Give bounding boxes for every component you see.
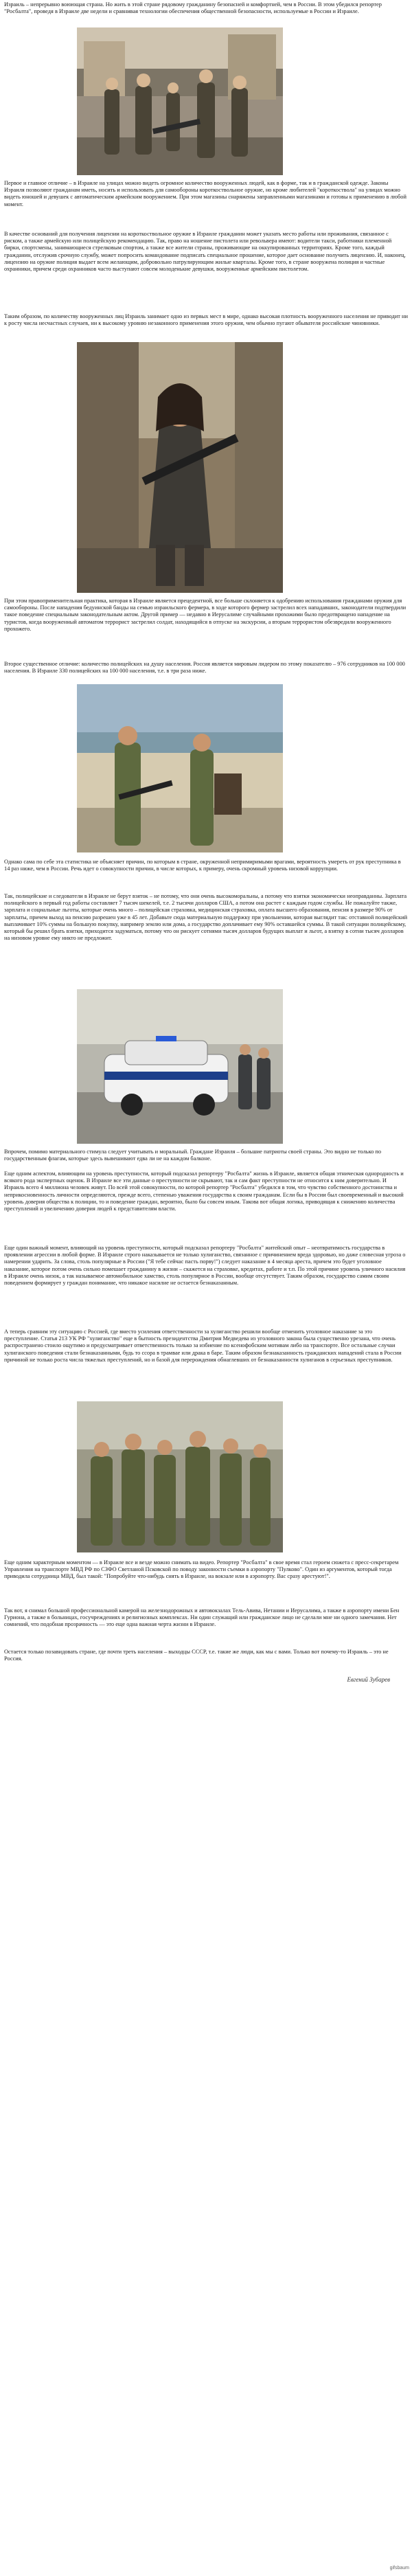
article-paragraph — [0, 1171, 412, 1212]
article-paragraph — [0, 1329, 412, 1364]
photo-soldiers-group — [77, 1401, 283, 1552]
photo-soldiers-beach — [77, 684, 283, 852]
article-paragraph — [0, 231, 412, 273]
article-paragraph — [0, 313, 412, 327]
paragraph-text: Однако сама по себе эта статистика не объясняет причин, по которым в стране, окруженной непримиримыми врагами, вероятность умереть от рук преступника в 14 раз ниже, чем в России. Речь идет о совокупности причин, в числе которых, к примеру, очень скромный уровень низовой коррупции. — [4, 859, 401, 872]
photo-police-car — [77, 989, 283, 1144]
paragraph-text: В качестве оснований для получения лицензии на короткоствольное оружие в Израиле гражданин может указать место работы или проживания, связанное с риском, а также армейскую или полицейскую рекомендацию. Так, право на ношение пистолета или револьвера имеют: водители такси, работники племенной бирки, спортсмены, занимающиеся стрелковым спортом, а также все жители страны, проживающие на оккупированных территориях. Кроме того, каждый гражданин, отслужив срочную службу, может попросить командование подписать специальное прошение, которое дает основание получить лицензию. И, наконец, лицензию на оружие полиция выдает всем желающим, добровольно патрулирующим жилые кварталы. Кроме того, в стране вооружена полиция и частные охранники, причем среди охранников часто выступают совсем молоденькие девушки, вооруженные армейским пистолетом. — [4, 231, 406, 273]
paragraph-text: Еще одним характерным моментом — в Израиле все и везде можно снимать на видео. Репортер "Росбалта" в свое время стал героем сюжета с пресс-секретарем Управления на транспорте МВД РФ по СЗФО Светланой Псковской по поводу законности съемки в аэропорту "Пулково". Один из аргументов, который тогда приводила сотрудница МВД, был такой: "Попробуйте что-нибудь снять в Израиле, на вокзале или в аэропорту. Вас сразу арестуют!". — [4, 1559, 399, 1580]
paragraph-text: Так вот, я снимал большой профессиональной камерой на железнодорожных и автовокзалах Тель-Авива, Нетании и Иерусалима, а также в аэропорту имени Бен Гуриона, а также в больницах, госучреждениях и религиозных комплексах. Ни один служащий или гражданское лицо не сделали мне ни одного замечания. Нет сомнений, что подобная прозрачность — это еще одна важная черта жизни в Израиле. — [4, 1607, 400, 1628]
article-paragraph — [0, 1559, 412, 1581]
paragraph-text: Израиль – непрерывно воюющая страна. Но жить в этой стране рядовому гражданину безопасней и комфортней, чем в России. В этом убедился репортер "Росбалта", проведя в Израиле две недели и сравнивая технологии обеспечения общественной безопасности, используемые в России и Израиле. — [4, 1, 382, 15]
article-paragraph — [0, 1649, 412, 1662]
article-paragraph — [0, 1149, 412, 1162]
paragraph-text: Таким образом, по количеству вооруженных лиц Израиль занимает одно из первых мест в мире, однако высокая плотность вооруженного населения не приводит ни к росту числа несчастных случаев, ни к высокому уровню незаконного применения этого оружия, чем обычно пугают обывателя российские чиновники. — [4, 313, 408, 327]
paragraph-text: Еще одним аспектом, влияющим на уровень преступности, который подсказал репортеру "Росбалта" жизнь в Израиле, является общая этническая однородность и всякого рода экспертных оценок. В Израиле все эти данные о преступности не скрывают, так и сам факт преступности не относится к ним доверительно. И Израиль всего 4 миллиона человек живут. По всей этой совокупности, по которой репортер "Росбалта" убедился в том, что чувство собственного достоинства и неприкосновенность личности определяются, прежде всего, степенью уважения государства к своим гражданам. Если бы в России был своевременный и высокий уровень доверия общества к полиции, то и поведение граждан, вероятно, было бы совсем иным. Такова вот общая логика, приводящая к снижению количества преступлений и увеличению доверия людей к представителям власти. — [4, 1171, 404, 1212]
author-signature: Евгений Зубарев — [347, 1676, 390, 1683]
article-paragraph — [0, 180, 412, 208]
article-paragraph — [0, 859, 412, 872]
paragraph-text: А теперь сравним эту ситуацию с Россией, где вместо усиления ответственности за хулиганство решили вообще отменить уголовное наказание за это преступление. Статья 213 УК РФ "хулиганство" еще в бытность президентства Дмитрия Медведева из уголовного закона была существенно урезана, что очень распространено стоило ощутимо и предусматривает ответственность только за избиение по ксенофобским мотивам либо на транспорте. Все остальные случаи хулиганского поведения стали безнаказанными, будь то ссора в трамвае или драка в баре. Таким образом безнаказанность гражданских нападений стала в России причиной не только роста числа тяжелых преступлений, но и базой для перерождения обнаглевших от безнаказанности хулиганов в серьезных преступников. — [4, 1329, 402, 1363]
article-paragraph — [0, 598, 412, 633]
paragraph-text: Так, полицейские и следователи в Израиле не берут взяток – не потому, что они очень высокоморальны, а потому что взятки экономически неоправданны. Зарплата полицейского в первый год работы составляет 7 тысяч шекелей, т.е. 2 тысячи долларов США, а потом она растет с каждым годом службы. Не пожалуйте также, зарплата и социальные льготы, которые очень много – полицейская страховка, медицинская страховка, оплата высшего образования, пенсия в размере 90% от зарплаты, причем выход на пенсию разрешен уже в 45 лет. Добавьте сюда материальную поддержку при увольнении, которая выглядит так: отставной полицейский выплачивает 10% суммы на большую покупку, например землю или дома, а государство доплачивает ему 90% оставшейся суммы. В такой ситуации полицейскому, который бы решил брать взятки, приходится задуматься, потому что он рискует сотнями тысяч долларов будущих выплат и льгот, а взятку в сотни тысяч долларов на низовом уровне ему никто не предложит. — [4, 893, 408, 942]
paragraph-text: Первое и главное отличие – в Израиле на улицах можно видеть огромное количество вооруженных людей, как в форме, так и в гражданской одежде. Законы Израиля позволяют гражданам иметь, носить и использовать для самообороны короткоствольное оружие, но кроме любителей "короткоствола" на улицах можно видеть юношей и девушек с автоматическим армейским вооружением. При этом магазины снаряжены заправленными магазинами и готовы к применению в любой момент. — [4, 180, 407, 207]
article-paragraph — [0, 893, 412, 942]
site-watermark: gifsbaum — [389, 2566, 409, 2571]
article-paragraph — [0, 1245, 412, 1287]
paragraph-text: Впрочем, помимо материального стимула следует учитывать и моральный. Граждане Израиля – большие патриоты своей страны. Это видно не только по государственным флагам, которые здесь вывешивают едва ли не на каждом балконе. — [4, 1149, 382, 1162]
paragraph-text: При этом правоприменительная практика, которая в Израиле является прецедентной, все больше склоняется к одобрению использования гражданами оружия для самообороны. После нападения бедуинской банды на семью израильского фермера, в ходе которого фермер застрелил всех нападавших, законодатели подтвердили такое поведение специальным законодательным актом. Другой пример — недавно в Иерусалиме случайными прохожими было предотвращено нападение на туристов, когда вооруженный автоматом террорист застрелил солдат, находящийся в отпуске на экскурсии, а вторым террористом обезвредили вооруженного прохожего. — [4, 598, 407, 632]
photo-soldiers-street — [77, 27, 283, 175]
article-paragraph — [0, 1607, 412, 1629]
article-paragraph — [0, 661, 412, 675]
paragraph-text: Еще один важный момент, влияющий на уровень преступности, который подсказал репортеру "Росбалта" житейский опыт – неотвратимость государства в проявлении агрессии в любой форме. В Израиле строго наказывается не только хулиганство, связанное с причинением вреда здоровью, но даже словесная угроза о намерении ударить. За слова, столь популярные в России ("Я тебе сейчас пасть порву!") следует наказание в 4 месяца ареста, причем это будет уголовное наказание, которое потом очень сильно помешает гражданину в жизни – скажется на страховке, кредитах, работе и т.п. По этой причине уровень уличного насилия в Израиле очень низок, а так называемое автомобильное хамство, столь популярное в России, вообще отсутствует. Таким образом, государство самим своим поведением формирует у граждан понимание, что никакое насилие не остается безнаказанным. — [4, 1245, 406, 1287]
paragraph-text: Остается только позавидовать стране, где почти треть населения – выходцы СССР, т.е. такие же люди, как мы с вами. Только вот почему-то Израиль – это не Россия. — [4, 1649, 389, 1662]
article-paragraph — [0, 1, 412, 15]
paragraph-text: Второе существенное отличие: количество полицейских на душу населения. Россия является мировым лидером по этому показателю – 976 сотрудников на 100 000 населения. В Израиле 330 полицейских на 100 000 населения, т.е. в три раза ниже. — [4, 661, 405, 675]
photo-woman-rifle — [77, 342, 283, 593]
